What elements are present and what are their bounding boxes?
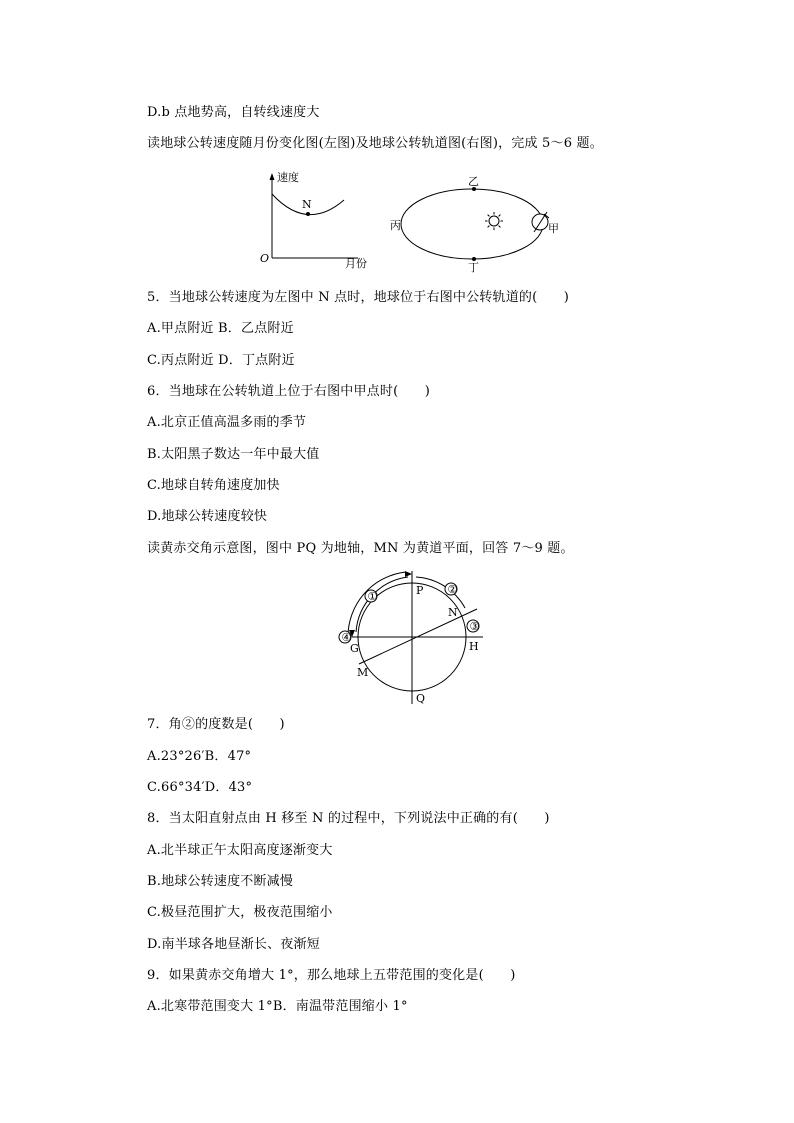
label-jia: 甲: [548, 222, 559, 235]
arc-arrow: [405, 571, 412, 577]
text-line: D.南半球各地昼渐长、夜渐短: [147, 937, 320, 952]
svg-text:②: ②: [447, 583, 458, 596]
text-line: C.极昼范围扩大，极夜范围缩小: [147, 905, 333, 920]
text-line: A.23°26′B．47°: [147, 749, 252, 764]
point-n: [306, 212, 310, 216]
x-axis-label: 月份: [345, 257, 367, 270]
text-line: D.b 点地势高，自转线速度大: [147, 105, 320, 120]
origin-label: O: [260, 252, 270, 265]
text-line: 6．当地球在公转轨道上位于右图中甲点时( ): [147, 384, 431, 399]
text-line: B.太阳黑子数达一年中最大值: [147, 447, 320, 462]
text-line: B.地球公转速度不断减慢: [147, 874, 294, 889]
obliquity-diagram: [330, 568, 495, 708]
text-line: 8．当太阳直射点由 H 移至 N 的过程中，下列说法中正确的有( ): [147, 811, 550, 826]
text-line: C.丙点附近 D．丁点附近: [147, 353, 295, 368]
angle-2-marker: [445, 583, 458, 596]
text-line: 7．角②的度数是( ): [147, 717, 285, 732]
text-line: 9．如果黄赤交角增大 1°，那么地球上五带范围的变化是( ): [147, 968, 516, 983]
svg-text:③: ③: [469, 620, 480, 633]
text-line: D.地球公转速度较快: [147, 509, 268, 524]
label-n: N: [448, 606, 458, 619]
angle-1-marker: [365, 590, 378, 603]
label-bing: 丙: [390, 219, 401, 232]
angle-1-arc: [356, 577, 408, 632]
sun-icon: [485, 212, 503, 230]
text-line: C.66°34′D．43°: [147, 780, 253, 795]
label-p: P: [416, 584, 424, 597]
earth-icon: [532, 212, 549, 232]
orbit-ellipse: [401, 189, 543, 259]
label-h: H: [469, 640, 479, 653]
text-line: A.甲点附近 B．乙点附近: [147, 321, 294, 336]
text-line: A.北京正值高温多雨的季节: [147, 415, 307, 430]
label-g: G: [350, 642, 359, 655]
text-line: A.北半球正午太阳高度逐渐变大: [147, 843, 333, 858]
angle-3-marker: [467, 620, 480, 633]
svg-text:④: ④: [341, 631, 352, 644]
y-axis-label: 速度: [277, 171, 299, 184]
text-line: A.北寒带范围变大 1°B．南温带范围缩小 1°: [147, 999, 408, 1014]
text-line: 读地球公转速度随月份变化图(左图)及地球公转轨道图(右图)，完成 5～6 题。: [147, 136, 603, 151]
text-line: C.地球自转角速度加快: [147, 478, 280, 493]
label-m: M: [357, 666, 369, 679]
text-line: 5．当地球公转速度为左图中 N 点时，地球位于右图中公转轨道的( ): [147, 290, 570, 305]
orbit-diagram: [388, 174, 568, 274]
y-axis-arrow: [270, 173, 275, 180]
label-ding: 丁: [468, 261, 479, 274]
svg-text:①: ①: [367, 590, 378, 603]
label-q: Q: [416, 692, 426, 705]
speed-month-chart: [255, 170, 375, 272]
point-n-label: N: [302, 198, 312, 211]
text-line: 读黄赤交角示意图，图中 PQ 为地轴，MN 为黄道平面，回答 7～9 题。: [147, 541, 574, 556]
label-yi: 乙: [468, 175, 479, 188]
